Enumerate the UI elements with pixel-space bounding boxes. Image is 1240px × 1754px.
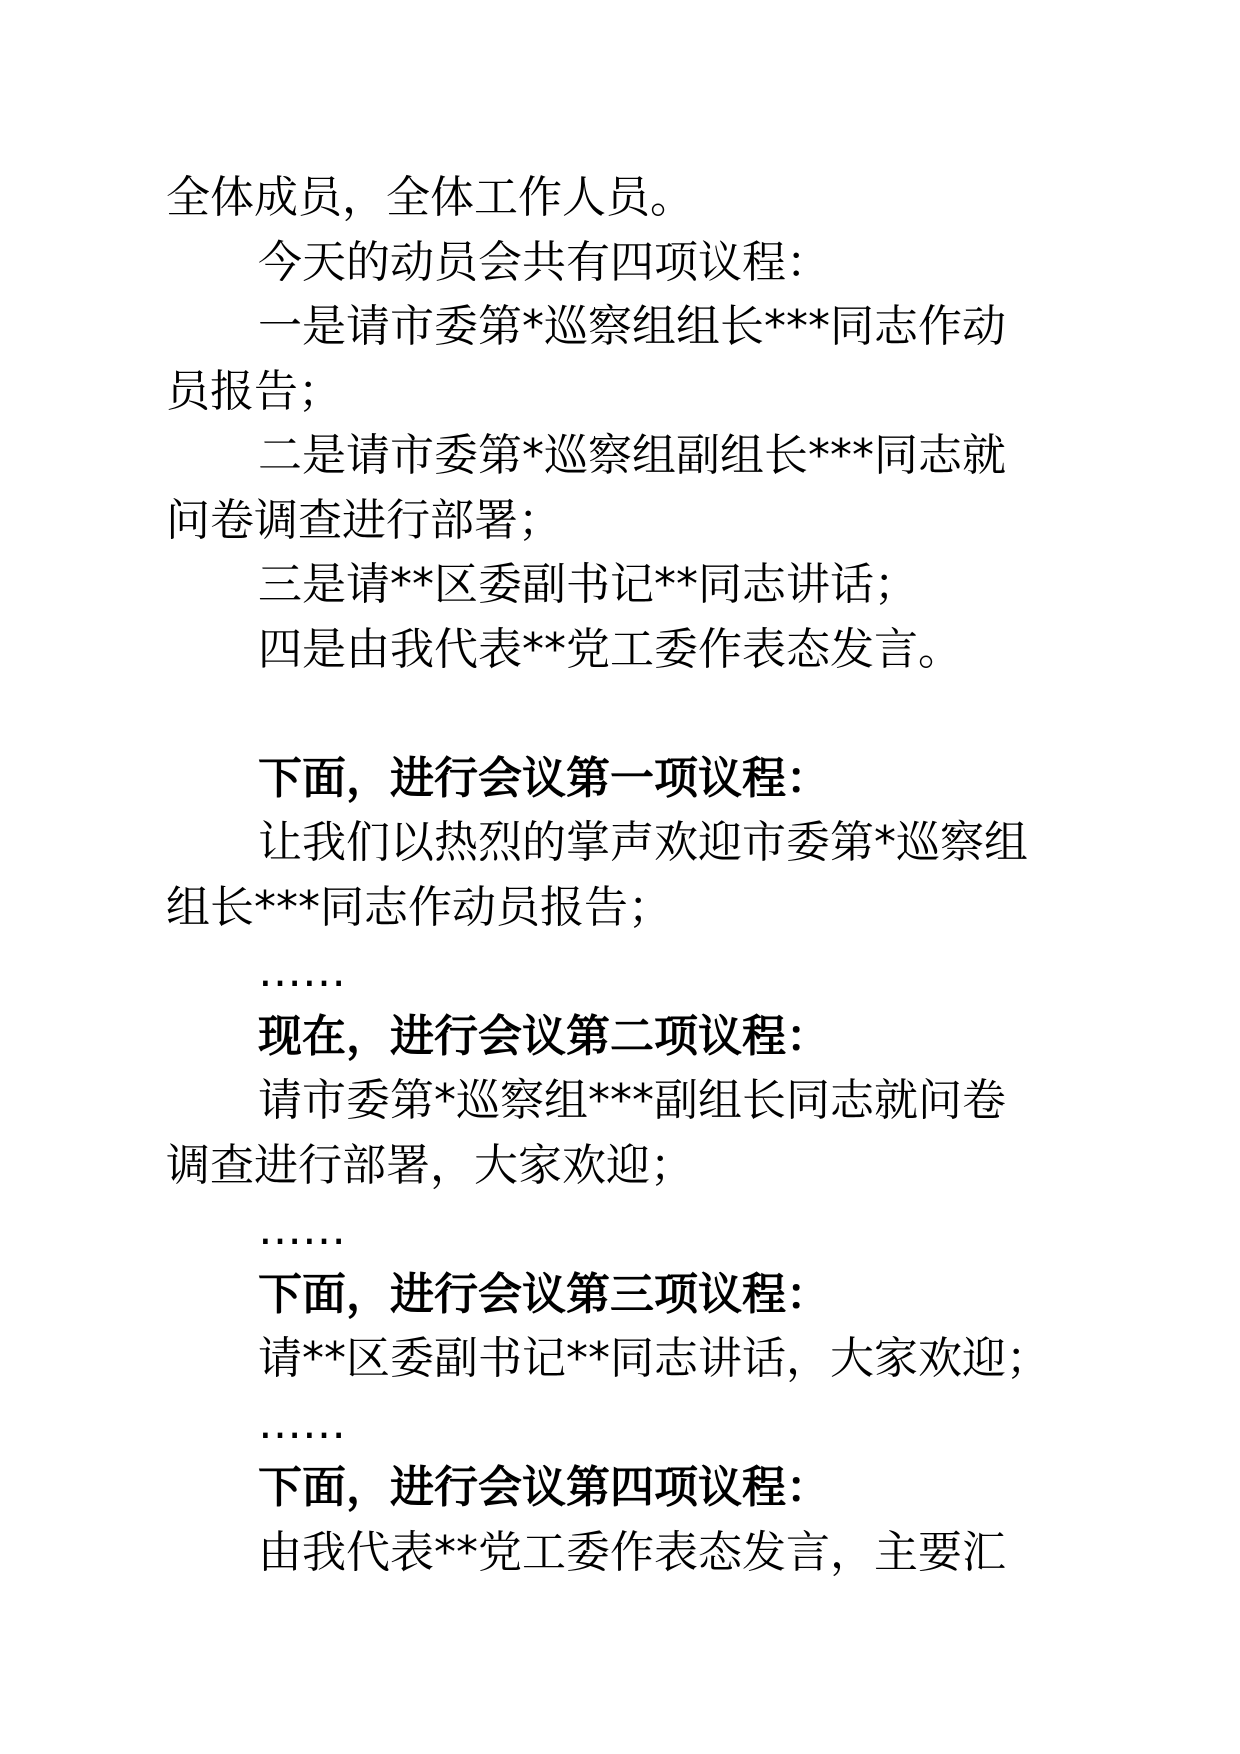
section-heading: 现在，进行会议第二项议程： — [258, 1010, 830, 1062]
text-line: 四是由我代表**党工委作表态发言。 — [258, 623, 962, 675]
ellipsis-line: …… — [258, 1397, 346, 1449]
text-line: 由我代表**党工委作表态发言，主要汇 — [258, 1526, 1006, 1578]
section-heading: 下面，进行会议第四项议程： — [258, 1462, 830, 1513]
document-body — [166, 166, 1086, 1585]
text-line: 一是请市委第*巡察组组长***同志作动 — [258, 301, 1006, 352]
ellipsis-line: …… — [258, 1204, 346, 1255]
text-line: 全体成员，全体工作人员。 — [166, 172, 694, 223]
text-line: 请市委第*巡察组***副组长同志就问卷 — [258, 1075, 1006, 1126]
text-line: 员报告； — [166, 365, 342, 417]
text-line: 调查进行部署，大家欢迎； — [166, 1139, 694, 1191]
blank-line — [166, 682, 1086, 747]
text-line: 组长***同志作动员报告； — [166, 881, 672, 933]
text-line: 请**区委副书记**同志讲话，大家欢迎； — [258, 1333, 1050, 1384]
text-line: 三是请**区委副书记**同志讲话； — [258, 559, 918, 610]
text-line: 让我们以热烈的掌声欢迎市委第*巡察组 — [258, 817, 1028, 868]
text-line: 二是请市委第*巡察组副组长***同志就 — [258, 430, 1006, 481]
ellipsis-line: …… — [258, 946, 346, 997]
text-line: 问卷调查进行部署； — [166, 494, 562, 546]
section-heading: 下面，进行会议第一项议程： — [258, 752, 830, 804]
section-heading: 下面，进行会议第三项议程： — [258, 1268, 830, 1320]
text-line: 今天的动员会共有四项议程： — [258, 236, 830, 288]
